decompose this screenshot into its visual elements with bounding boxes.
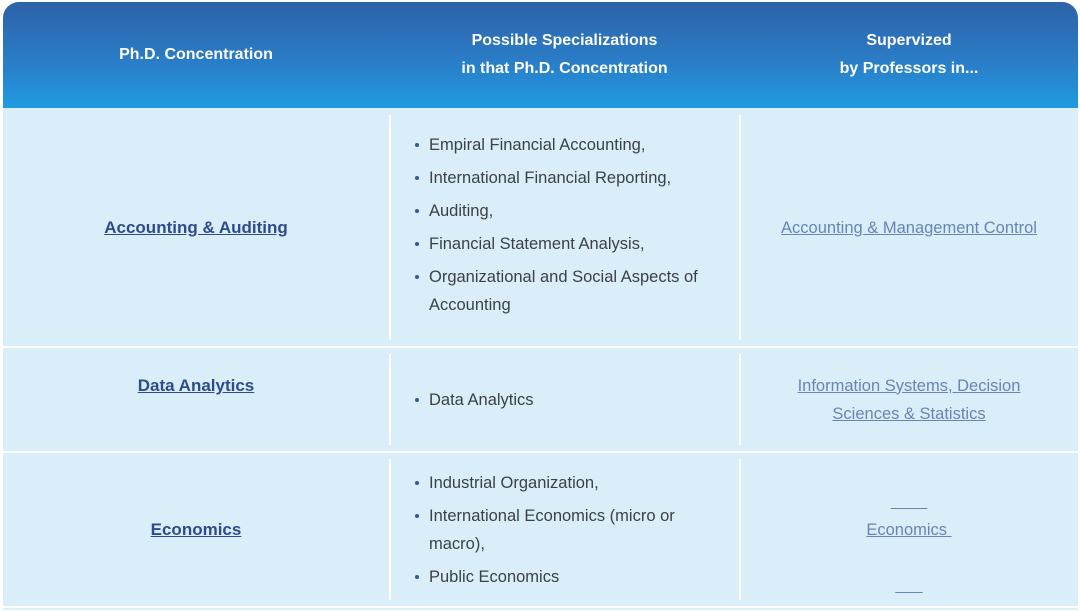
concentration-cell: [3, 348, 389, 451]
list-item: Financial Statement Analysis,: [429, 230, 724, 258]
header-supervised-line1: Supervized: [866, 32, 952, 49]
concentration-table: [3, 2, 1078, 610]
specializations-cell: [389, 348, 740, 451]
professors-link-line1: Economics: [866, 520, 952, 539]
header-specializations-line2: in that Ph.D. Concentration: [461, 60, 668, 77]
professors-cell: [740, 348, 1078, 451]
concentration-link-economics[interactable]: Economics: [150, 519, 242, 539]
professors-link-information-systems[interactable]: [740, 372, 1078, 428]
professors-link-line1: Accounting & Management Control: [781, 218, 1037, 237]
professors-link-accounting-management-control[interactable]: [740, 214, 1078, 242]
professors-cell: [740, 453, 1078, 606]
specializations-list: [389, 386, 740, 414]
professors-cell: [740, 109, 1078, 346]
list-item: Data Analytics: [429, 386, 724, 414]
concentration-link-accounting-auditing[interactable]: Accounting & Auditing: [104, 217, 288, 237]
professors-link-line1: Information Systems, Decision: [797, 376, 1021, 395]
list-item: International Economics (micro or macro),: [429, 502, 724, 558]
table-row: [3, 348, 1078, 453]
specializations-cell: [389, 109, 740, 346]
header-supervised: [740, 2, 1078, 108]
list-item: Public Economics: [429, 563, 724, 591]
list-item: International Financial Reporting,: [429, 164, 724, 192]
specializations-list: [389, 131, 740, 324]
concentration-link-data-analytics[interactable]: Data Analytics: [137, 376, 255, 395]
header-concentration-label: Ph.D. Concentration: [119, 46, 273, 63]
list-item: Industrial Organization,: [429, 469, 724, 497]
list-item: Auditing,: [429, 197, 724, 225]
professors-link-line2: Sciences & Statistics: [832, 404, 986, 423]
professors-link-economics[interactable]: [740, 460, 1078, 600]
header-supervised-line2: by Professors in...: [839, 60, 979, 77]
header-specializations: [389, 2, 740, 108]
concentration-cell: [3, 109, 389, 346]
specializations-list: [389, 469, 740, 591]
header-specializations-line1: Possible Specializations: [471, 32, 658, 49]
table-row: [3, 453, 1078, 608]
list-item: Organizational and Social Aspects of Accounting: [429, 263, 724, 319]
header-concentration: [3, 2, 389, 108]
specializations-cell: [389, 453, 740, 606]
table-row: [3, 109, 1078, 348]
list-item: Empiral Financial Accounting,: [429, 131, 724, 159]
concentration-cell: [3, 453, 389, 606]
table-header: [3, 2, 1078, 108]
